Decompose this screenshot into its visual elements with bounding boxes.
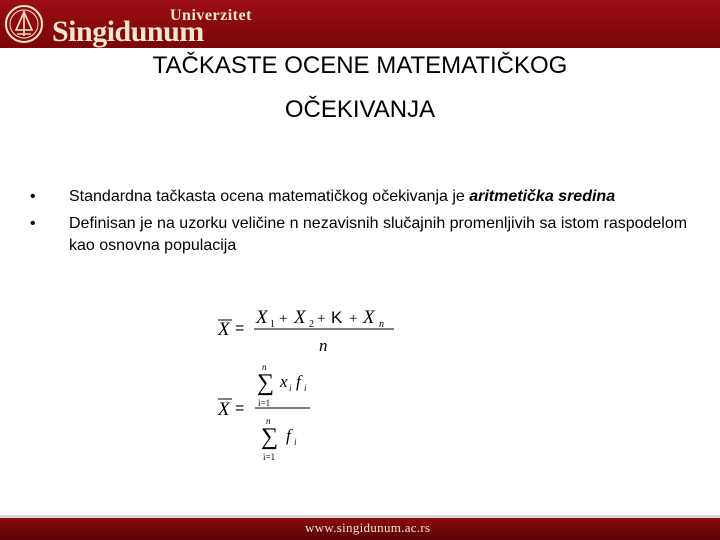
header-bar: [0, 0, 720, 48]
f1-lhs: X: [218, 319, 230, 340]
formula-weighted-mean: [217, 362, 310, 462]
f1-plus2: +: [317, 311, 326, 327]
footer-url: www.singidunum.ac.rs: [305, 520, 431, 535]
f2-num-f: f: [296, 372, 301, 391]
university-logo: [52, 4, 252, 48]
f1-xn: X: [363, 307, 375, 328]
f2-den-top: n: [266, 416, 271, 426]
f2-den-f: f: [286, 426, 291, 445]
f2-num-sigma: ∑: [257, 370, 275, 396]
f2-num-bottom: i=1: [258, 398, 271, 408]
formula-svg: [212, 298, 412, 468]
bullet-text: Definisan je na uzorku veličine n nezavisnih slučajnih promenljivih sa istom raspodelom kao osnovna populacija: [69, 215, 688, 254]
f1-sub1: 1: [270, 319, 275, 330]
formula-mean: [217, 307, 394, 355]
f1-den: n: [319, 336, 328, 355]
logo-name: Singidunum: [52, 15, 204, 48]
logo-univerzitet: Univerzitet: [170, 7, 252, 24]
f2-num-fi: i: [304, 383, 307, 393]
bullet-emphasis: aritmetička sredina: [469, 188, 616, 205]
f1-plus3: +: [349, 311, 358, 327]
bullet-text: Standardna tačkasta ocena matematičkog očekivanja je: [69, 188, 470, 205]
f1-subn: n: [379, 319, 384, 330]
footer-bar: [0, 518, 720, 540]
f2-num-xi: i: [289, 383, 292, 393]
f2-den-sigma: ∑: [261, 424, 279, 450]
f1-eq: =: [235, 320, 245, 337]
f2-eq: =: [235, 400, 245, 417]
f2-num-top: n: [262, 362, 267, 372]
formulas: [212, 298, 412, 468]
university-logo-icon: [4, 4, 44, 44]
f1-sub2: 2: [309, 319, 314, 330]
f1-x2: X: [294, 307, 306, 328]
f1-plus1: +: [279, 311, 288, 327]
f2-lhs: X: [218, 399, 230, 420]
bullet-list: [30, 186, 690, 262]
f2-den-fi: i: [294, 437, 297, 447]
f2-num-x: x: [280, 372, 288, 391]
bullet-dot: •: [30, 215, 36, 232]
slide-title-line2: OČEKIVANJA: [284, 96, 436, 123]
f1-x1: X: [256, 307, 268, 328]
bullet-item: [30, 213, 690, 257]
slide-title-line1: TAČKASTE OCENE MATEMATIČKOG: [152, 52, 568, 79]
bullet-dot: •: [30, 188, 36, 205]
bullet-item: [30, 186, 690, 208]
f2-den-bottom: i=1: [263, 452, 276, 462]
f1-dots: K: [331, 308, 343, 327]
